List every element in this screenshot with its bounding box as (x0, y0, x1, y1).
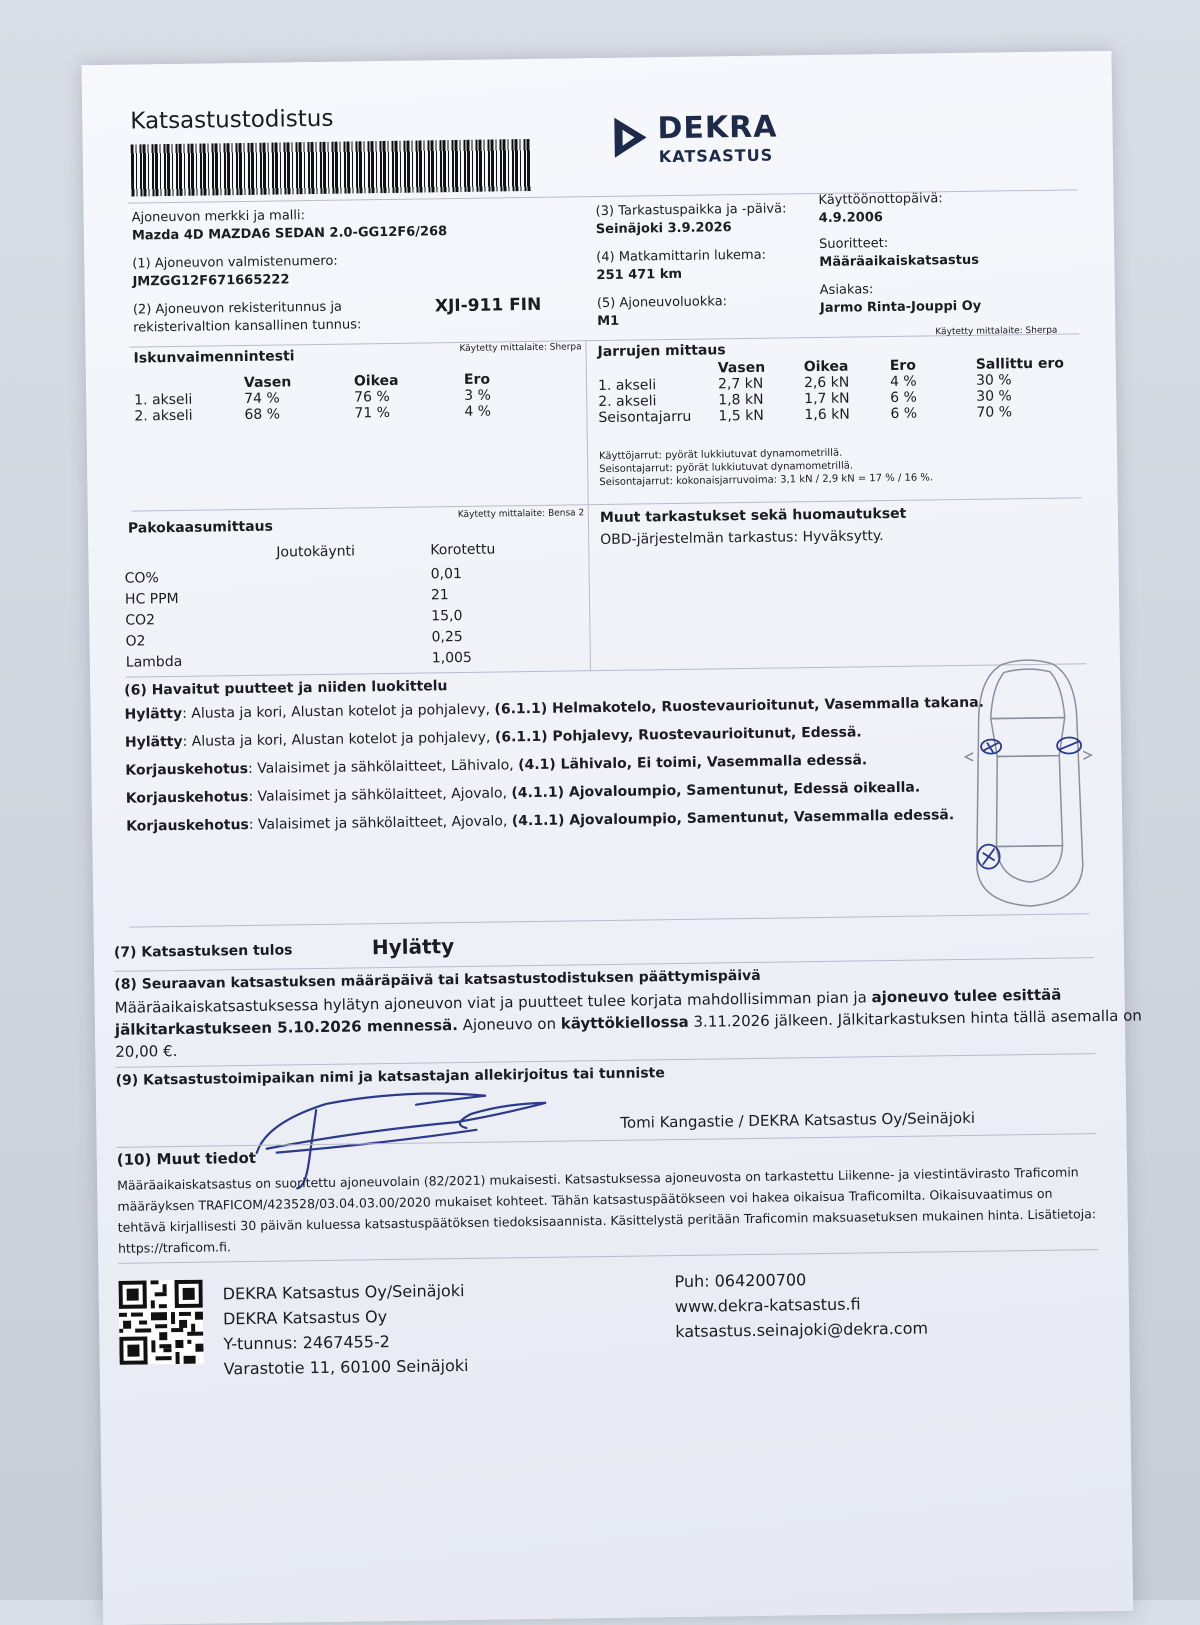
brakes-right: 2,6 kN (803, 374, 850, 392)
defect-status: Korjauskehotus (125, 760, 249, 779)
exhaust-param: CO2 (125, 612, 156, 629)
qr-code (118, 1280, 203, 1365)
shock-header-right: Oikea (353, 372, 399, 390)
inspector-name: Tomi Kangastie / DEKRA Katsastus Oy/Seinäjoki (620, 1108, 976, 1132)
reg-label-line2: rekisterivaltion kansallinen tunnus: (133, 317, 362, 336)
exhaust-col-raised: Korotettu (430, 541, 496, 559)
other-info-line: https://traficom.fi. (117, 1239, 232, 1256)
brakes-allowed: 30 % (976, 388, 1012, 405)
first-use-label: Käyttöönottopäivä: (818, 191, 943, 208)
brakes-header-diff: Ero (889, 357, 916, 374)
performed-label: Suoritteet: (818, 235, 889, 252)
inspection-certificate (82, 51, 1142, 1625)
make-model-label: Ajoneuvon merkki ja malli: (131, 208, 306, 226)
vin-label: (1) Ajoneuvon valmistenumero: (132, 253, 338, 272)
document-title: Katsastustodistus (130, 105, 334, 135)
odometer-value: 251 471 km (596, 266, 683, 284)
next-deadline: jälkitarkastukseen 5.10.2026 mennessä. (114, 1016, 459, 1039)
vin-value: JMZGG12F671665222 (132, 272, 290, 290)
defect-code: (4.1.1) Ajovaloumpio, Samentunut, Edessä oikealla. (511, 779, 921, 802)
brakes-table (598, 355, 1069, 426)
car-diagram (962, 655, 1096, 917)
result-label: (7) Katsastuksen tulos (113, 942, 293, 961)
other-checks-title: Muut tarkastukset sekä huomautukset (599, 505, 907, 527)
other-info-title: (10) Muut tiedot (116, 1148, 257, 1169)
brakes-device: Käytetty mittalaite: Sherpa (935, 325, 1058, 338)
shock-header-empty (134, 375, 244, 393)
exhaust-table (125, 563, 546, 674)
signature-title: (9) Katsastustoimipaikan nimi ja katsastajan allekirjoitus tai tunniste (115, 1065, 665, 1089)
exhaust-value: 15,0 (431, 607, 463, 625)
brakes-axle: 1. akseli (597, 377, 657, 395)
footer-line: DEKRA Katsastus Oy/Seinäjoki (222, 1281, 465, 1304)
result-value: Hylätty (371, 934, 455, 960)
defect-item (125, 724, 862, 750)
shock-left: 68 % (244, 406, 281, 423)
shock-test-table (134, 371, 515, 424)
customer-value: Jarmo Rinta-Jouppi Oy (819, 298, 982, 316)
brakes-left: 1,5 kN (718, 407, 764, 425)
reg-label-line1: (2) Ajoneuvon rekisteritunnus ja (132, 299, 343, 318)
brakes-allowed: 70 % (976, 404, 1013, 421)
footer-email: katsastus.seinajoki@dekra.com (675, 1318, 929, 1342)
brakes-right: 1,6 kN (804, 406, 850, 424)
defect-code: (4.1) Lähivalo, Ei toimi, Vasemmalla edessä. (518, 752, 868, 774)
defect-desc: : Alusta ja kori, Alustan kotelot ja pohjalevy, (182, 729, 496, 750)
exhaust-device: Käytetty mittalaite: Bensa 2 (457, 508, 585, 521)
next-inspection-title: (8) Seuraavan katsastuksen määräpäivä tai katsastustodistuksen päättymispäivä (114, 967, 761, 993)
brakes-diff: 6 % (890, 405, 918, 422)
brakes-notes (599, 445, 933, 489)
brakes-right: 1,7 kN (804, 390, 850, 408)
defect-desc: : Alusta ja kori, Alustan kotelot ja pohjalevy, (182, 701, 495, 722)
other-info-line: Määräaikaiskatsastus on suoritettu ajoneuvolain (82/2021) mukaisesti. Katsastuksessa ajoneuvosta on tarkastettu Liikenne- ja viestintävirasto Traficomin (117, 1164, 1079, 1193)
defect-code: (4.1.1) Ajovaloumpio, Samentunut, Vasemmalla edessä. (511, 807, 955, 830)
footer-website: www.dekra-katsastus.fi (674, 1294, 861, 1317)
shock-right: 76 % (354, 388, 390, 406)
shock-axle: 2. akseli (134, 407, 193, 425)
odometer-label: (4) Matkamittarin lukema: (596, 247, 767, 266)
brakes-axle: 2. akseli (598, 393, 657, 411)
brakes-note: Käyttöjarrut: pyörät lukkiutuvat dynamometrillä. (598, 447, 843, 463)
dekra-logo-icon (610, 115, 651, 160)
shock-left: 74 % (244, 390, 280, 407)
defects-title: (6) Havaitut puutteet ja niiden luokittelu (124, 678, 448, 699)
next-inspection-price: 20,00 €. (115, 1041, 178, 1061)
other-checks-text: OBD-järjestelmän tarkastus: Hyväksytty. (600, 528, 884, 549)
exhaust-param: O2 (125, 633, 146, 650)
next-text: Määräaikaiskatsastuksessa hylätyn ajoneuvon viat ja puutteet tulee korjata mahdollisimman pian ja (114, 988, 872, 1017)
class-value: M1 (597, 313, 620, 330)
place-value: Seinäjoki 3.9.2026 (595, 220, 732, 238)
brand-subtitle: KATSASTUS (658, 145, 774, 167)
defect-item (126, 780, 921, 807)
barcode (131, 139, 532, 197)
brakes-header-empty (598, 360, 718, 378)
exhaust-title: Pakokaasumittaus (127, 518, 274, 537)
exhaust-value: 21 (430, 587, 449, 604)
shock-device: Käytetty mittalaite: Sherpa (459, 342, 582, 354)
brakes-left: 1,8 kN (718, 391, 764, 409)
defect-desc: : Valaisimet ja sähkölaitteet, Lähivalo, (247, 757, 519, 777)
dekra-logo (610, 115, 651, 164)
performed-value: Määräaikaiskatsastus (819, 252, 980, 270)
defect-status: Korjauskehotus (126, 816, 249, 835)
shock-header-left: Vasen (243, 374, 292, 391)
brakes-allowed: 30 % (975, 372, 1012, 389)
place-label: (3) Tarkastuspaikka ja -päivä: (595, 201, 787, 220)
brakes-header-right: Oikea (803, 358, 849, 376)
customer-label: Asiakas: (819, 282, 874, 298)
exhaust-col-idle: Joutokäynti (276, 543, 356, 561)
next-text: 3.11.2026 jälkeen. Jälkitarkastuksen hinta tällä asemalla on (688, 1006, 1142, 1031)
shock-header-diff: Ero (463, 371, 491, 388)
defect-code: (6.1.1) Pohjalevy, Ruostevaurioitunut, Edessä. (494, 724, 862, 746)
footer-line: Y-tunnus: 2467455-2 (223, 1332, 391, 1354)
brakes-note: Seisontajarrut: kokonaisjarruvoima: 3,1 kN / 2,9 kN = 17 % / 16 %. (599, 472, 934, 489)
brand-name: DEKRA (657, 109, 778, 147)
other-info-line: määräyksen TRAFICOM/423528/03.04.03.00/2020 mukaiset kohteet. Tähän katsastuspäätökseen voi hakea oikaisua Traficomilta. Oikaisuvaatimus on (117, 1185, 1053, 1214)
defect-item (124, 695, 984, 723)
footer-line: DEKRA Katsastus Oy (222, 1307, 388, 1329)
defect-status: Hylätty (124, 705, 183, 723)
exhaust-param: CO% (124, 570, 159, 587)
brakes-note: Seisontajarrut: pyörät lukkiutuvat dynamometrillä. (599, 460, 854, 476)
brakes-title: Jarrujen mittaus (597, 342, 726, 361)
other-info-line: tehtävä kirjallisesti 30 päivän kuluessa katsastuspäätöksen tiedoksisaannista. Käsittelystä peritään Traficomin maksuasetuksen mukainen hinta. Lisätietoja: (117, 1206, 1097, 1235)
brakes-diff: 4 % (889, 373, 917, 390)
brakes-diff: 6 % (890, 389, 918, 406)
car-top-view-icon (962, 655, 1096, 913)
next-ban: käyttökiellossa (560, 1012, 689, 1033)
exhaust-param: HC PPM (124, 590, 179, 608)
footer-line: Varastotie 11, 60100 Seinäjoki (223, 1355, 469, 1379)
next-text-bold: ajoneuvo tulee esittää (871, 985, 1062, 1007)
shock-diff: 4 % (464, 403, 492, 420)
defect-item (125, 752, 867, 778)
exhaust-value: 1,005 (431, 649, 473, 667)
other-info-text (117, 1161, 1096, 1259)
footer-phone: Puh: 064200700 (674, 1270, 807, 1292)
qr-code-icon (118, 1280, 203, 1365)
exhaust-value: 0,25 (431, 628, 463, 646)
brakes-axle: Seisontajarru (598, 408, 692, 427)
defect-desc: : Valaisimet ja sähkölaitteet, Ajovalo, (248, 785, 512, 805)
shock-test-title: Iskunvaimennintesti (133, 348, 295, 367)
table-row (126, 647, 546, 674)
first-use-value: 4.9.2006 (818, 210, 883, 226)
class-label: (5) Ajoneuvoluokka: (596, 294, 728, 312)
shock-right: 71 % (354, 404, 391, 422)
brakes-left: 2,7 kN (717, 375, 764, 393)
shock-diff: 3 % (464, 387, 491, 404)
defect-item (126, 807, 954, 835)
make-model-value: Mazda 4D MAZDA6 SEDAN 2.0-GG12F6/268 (131, 224, 448, 244)
brakes-header-left: Vasen (717, 359, 766, 377)
brakes-header-allowed: Sallittu ero (975, 355, 1065, 373)
defect-status: Korjauskehotus (125, 788, 249, 807)
next-text: Ajoneuvo on (457, 1014, 561, 1035)
exhaust-value: 0,01 (430, 565, 462, 583)
shock-axle: 1. akseli (134, 391, 193, 409)
registration-number: XJI-911 FIN (434, 294, 542, 317)
defect-status: Hylätty (124, 733, 183, 751)
footer-address (223, 1278, 469, 1381)
defect-desc: : Valaisimet ja sähkölaitteet, Ajovalo, (248, 813, 512, 833)
defect-code: (6.1.1) Helmakotelo, Ruostevaurioitunut, Vasemmalla takana. (494, 694, 985, 718)
exhaust-param: Lambda (125, 653, 183, 671)
footer-contact (674, 1266, 928, 1345)
